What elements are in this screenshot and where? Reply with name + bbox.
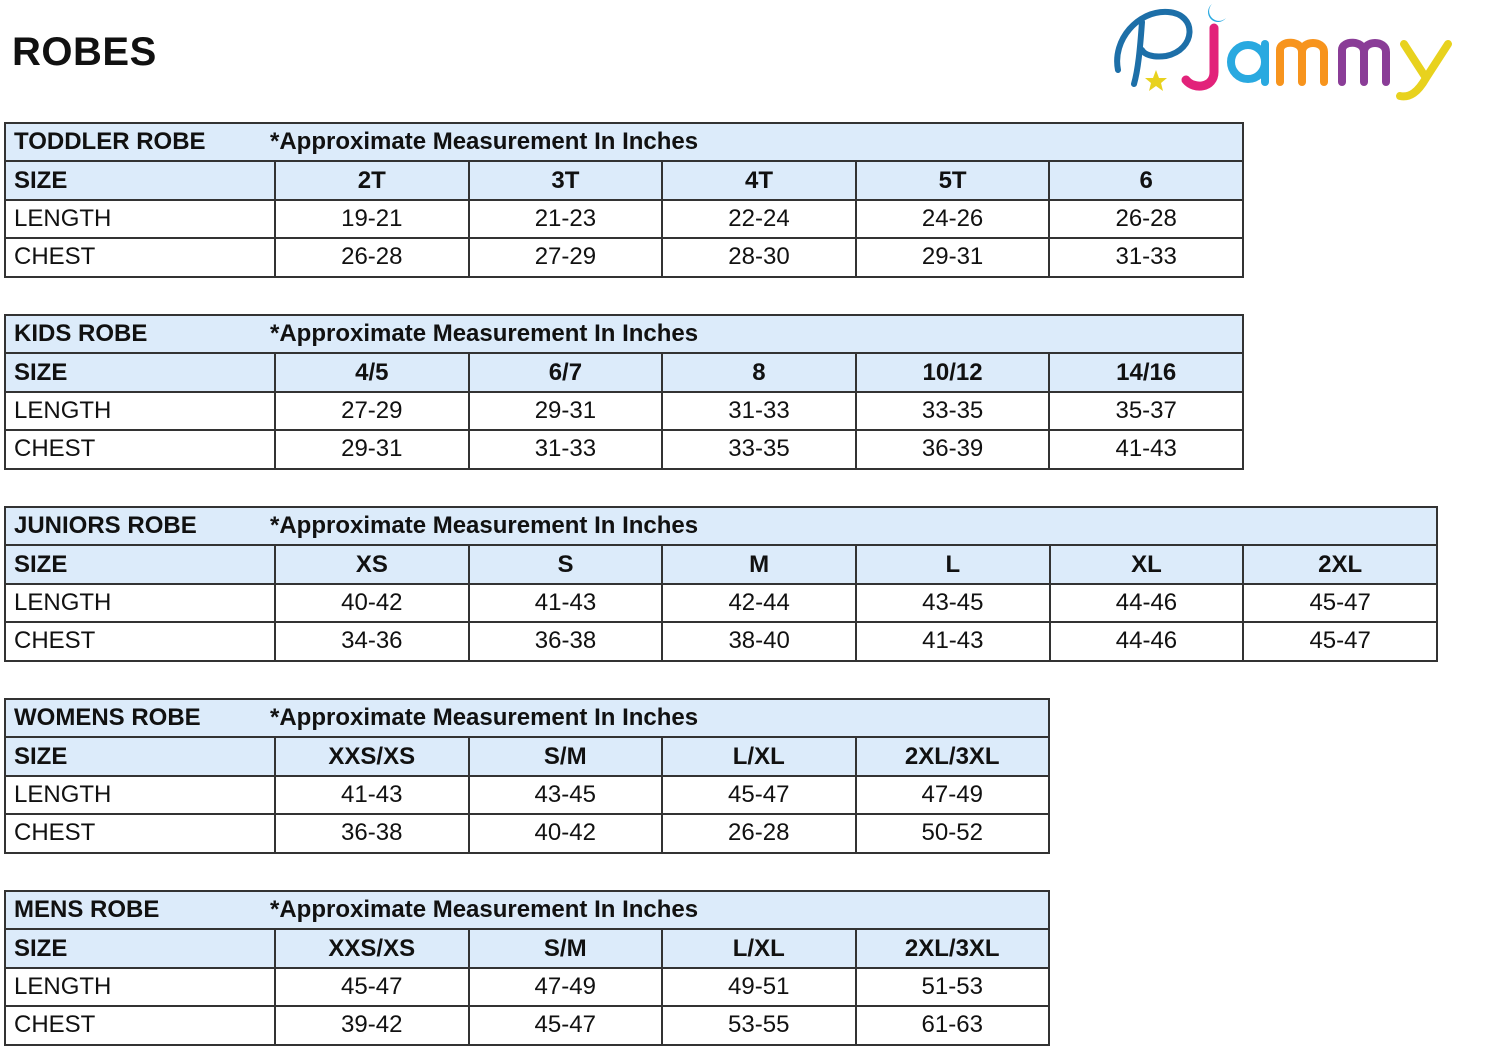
chest-row [5,622,1437,660]
size-cell: 4/5 [275,353,469,391]
size-cell: 2T [275,161,469,199]
row-label: CHEST [5,238,275,276]
row-label: CHEST [5,430,275,468]
row-label: LENGTH [5,200,275,238]
size-cell: 2XL/3XL [856,737,1050,775]
row-label: LENGTH [5,392,275,430]
length-cell: 29-31 [469,392,663,430]
table-title-row [5,507,1437,545]
measurement-note: *Approximate Measurement In Inches [270,896,699,924]
chest-cell: 44-46 [1050,622,1244,660]
size-header-row [5,737,1049,775]
table-name: MENS ROBE [14,896,160,924]
size-cell: 10/12 [856,353,1050,391]
chest-cell: 39-42 [275,1006,469,1044]
size-header-row [5,161,1243,199]
kids-robe-table [4,314,1244,470]
chest-cell: 36-38 [469,622,663,660]
length-cell: 43-45 [856,584,1050,622]
size-cell: 6 [1049,161,1243,199]
chest-cell: 40-42 [469,814,663,852]
chest-cell: 45-47 [1243,622,1437,660]
size-header-row [5,353,1243,391]
chest-cell: 31-33 [1049,238,1243,276]
toddler-robe-table [4,122,1244,278]
size-header-row [5,929,1049,967]
size-cell: XL [1050,545,1244,583]
chest-cell: 27-29 [469,238,663,276]
size-cell: L/XL [662,929,856,967]
page-title: ROBES [12,30,157,74]
table-title-row [5,315,1243,353]
row-label: SIZE [5,545,275,583]
length-cell: 35-37 [1049,392,1243,430]
length-cell: 51-53 [856,968,1050,1006]
size-cell: S [469,545,663,583]
length-cell: 44-46 [1050,584,1244,622]
length-row [5,200,1243,238]
row-label: SIZE [5,353,275,391]
length-cell: 45-47 [275,968,469,1006]
length-cell: 27-29 [275,392,469,430]
chest-cell: 36-38 [275,814,469,852]
length-cell: 21-23 [469,200,663,238]
size-cell: 2XL [1243,545,1437,583]
length-cell: 24-26 [856,200,1050,238]
length-cell: 33-35 [856,392,1050,430]
length-cell: 22-24 [662,200,856,238]
chest-row [5,1006,1049,1044]
row-label: LENGTH [5,968,275,1006]
size-cell: 5T [856,161,1050,199]
length-cell: 40-42 [275,584,469,622]
table-name: WOMENS ROBE [14,704,201,732]
length-cell: 47-49 [469,968,663,1006]
row-label: SIZE [5,929,275,967]
length-cell: 43-45 [469,776,663,814]
chest-row [5,238,1243,276]
length-row [5,776,1049,814]
chest-cell: 38-40 [662,622,856,660]
length-row [5,392,1243,430]
size-cell: XS [275,545,469,583]
length-cell: 41-43 [469,584,663,622]
size-cell: 14/16 [1049,353,1243,391]
chest-cell: 29-31 [275,430,469,468]
chest-cell: 28-30 [662,238,856,276]
size-cell: S/M [469,737,663,775]
table-name: TODDLER ROBE [14,128,206,156]
chest-cell: 45-47 [469,1006,663,1044]
row-label: CHEST [5,622,275,660]
measurement-note: *Approximate Measurement In Inches [270,704,699,732]
size-cell: S/M [469,929,663,967]
row-label: CHEST [5,1006,275,1044]
size-cell: XXS/XS [275,929,469,967]
length-cell: 49-51 [662,968,856,1006]
size-cell: 4T [662,161,856,199]
row-label: LENGTH [5,776,275,814]
table-title-row [5,891,1049,929]
length-cell: 19-21 [275,200,469,238]
measurement-note: *Approximate Measurement In Inches [270,320,699,348]
size-cell: XXS/XS [275,737,469,775]
row-label: CHEST [5,814,275,852]
size-cell: M [662,545,856,583]
chest-cell: 29-31 [856,238,1050,276]
table-name: JUNIORS ROBE [14,512,197,540]
chest-row [5,430,1243,468]
size-cell: 2XL/3XL [856,929,1050,967]
chest-cell: 41-43 [1049,430,1243,468]
chest-cell: 26-28 [275,238,469,276]
juniors-robe-table [4,506,1438,662]
chest-cell: 36-39 [856,430,1050,468]
length-row [5,584,1437,622]
length-cell: 31-33 [662,392,856,430]
chest-cell: 53-55 [662,1006,856,1044]
length-cell: 47-49 [856,776,1050,814]
chest-row [5,814,1049,852]
size-cell: L [856,545,1050,583]
size-cell: 8 [662,353,856,391]
chest-cell: 41-43 [856,622,1050,660]
length-row [5,968,1049,1006]
size-header-row [5,545,1437,583]
length-cell: 45-47 [662,776,856,814]
row-label: SIZE [5,161,275,199]
length-cell: 42-44 [662,584,856,622]
length-cell: 26-28 [1049,200,1243,238]
table-title-row [5,699,1049,737]
size-cell: 3T [469,161,663,199]
measurement-note: *Approximate Measurement In Inches [270,128,699,156]
pjammy-logo [1108,0,1500,108]
table-title-row [5,123,1243,161]
chest-cell: 31-33 [469,430,663,468]
chest-cell: 34-36 [275,622,469,660]
measurement-note: *Approximate Measurement In Inches [270,512,699,540]
table-name: KIDS ROBE [14,320,148,348]
length-cell: 41-43 [275,776,469,814]
size-cell: 6/7 [469,353,663,391]
row-label: SIZE [5,737,275,775]
chest-cell: 61-63 [856,1006,1050,1044]
mens-robe-table [4,890,1050,1046]
size-cell: L/XL [662,737,856,775]
row-label: LENGTH [5,584,275,622]
chest-cell: 26-28 [662,814,856,852]
womens-robe-table [4,698,1050,854]
chest-cell: 33-35 [662,430,856,468]
chest-cell: 50-52 [856,814,1050,852]
length-cell: 45-47 [1243,584,1437,622]
